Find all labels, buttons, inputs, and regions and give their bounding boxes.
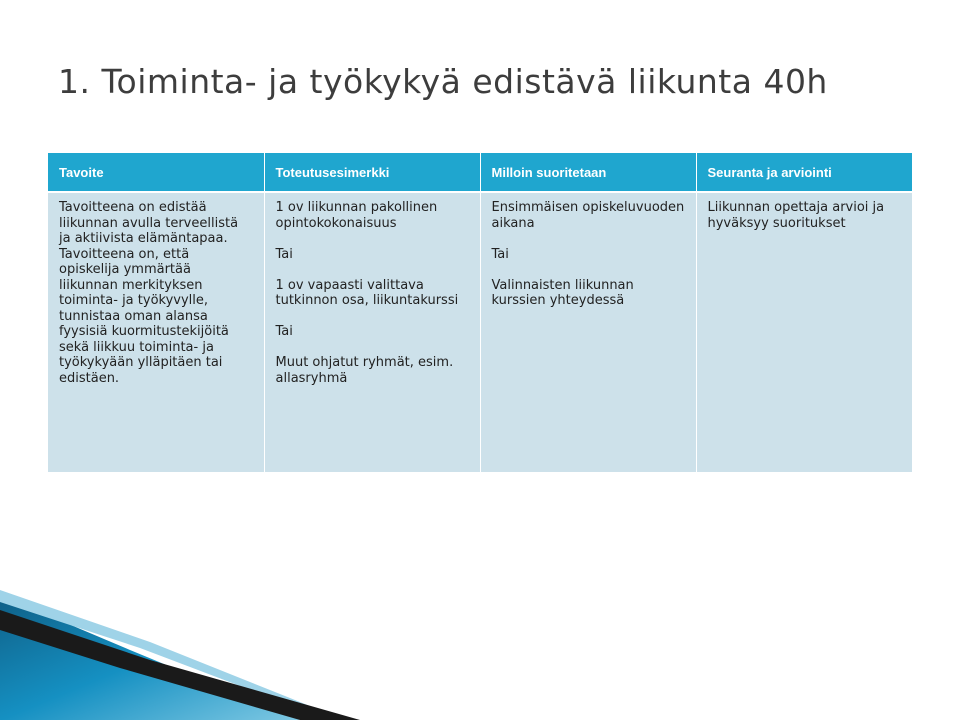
cell-milloin-suoritetaan-text: Ensimmäisen opiskeluvuoden aikana Tai Valinnaisten liikunnan kurssien yhteydessä [491, 200, 685, 308]
table-header-row [48, 153, 912, 192]
cell-milloin-suoritetaan [480, 192, 696, 472]
content-table-wrapper [48, 153, 912, 472]
table-row [48, 192, 912, 472]
cell-toteutusesimerkki-text: 1 ov liikunnan pakollinen opintokokonaisuus Tai 1 ov vapaasti valittava tutkinnon osa, liikuntakurssi Tai Muut ohjatut ryhmät, esim. allasryhmä [275, 200, 459, 386]
cell-tavoite-text: Tavoitteena on edistää liikunnan avulla terveellistä ja aktiivista elämäntapaa. Tavoitteena on, että opiskelija ymmärtää liikunnan merkityksen toiminta- ja työkyvylle, tunnistaa oman alansa fyysisiä kuormitustekijöitä sekä liikkuu toiminta- ja työkykyään ylläpitäen tai edistäen. [59, 200, 239, 386]
cell-seuranta-ja-arviointi-text: Liikunnan opettaja arvioi ja hyväksyy suoritukset [707, 200, 889, 231]
slide-title: 1. Toiminta- ja työkykyä edistävä liikunta 40h [58, 62, 828, 101]
cell-tavoite [48, 192, 264, 472]
header-seuranta-ja-arviointi: Seuranta ja arviointi [696, 153, 912, 192]
header-toteutusesimerkki: Toteutusesimerkki [264, 153, 480, 192]
cell-toteutusesimerkki [264, 192, 480, 472]
corner-swoosh-decoration [0, 590, 380, 720]
header-milloin-suoritetaan: Milloin suoritetaan [480, 153, 696, 192]
cell-seuranta-ja-arviointi [696, 192, 912, 472]
content-table [48, 153, 912, 472]
header-tavoite: Tavoite [48, 153, 264, 192]
